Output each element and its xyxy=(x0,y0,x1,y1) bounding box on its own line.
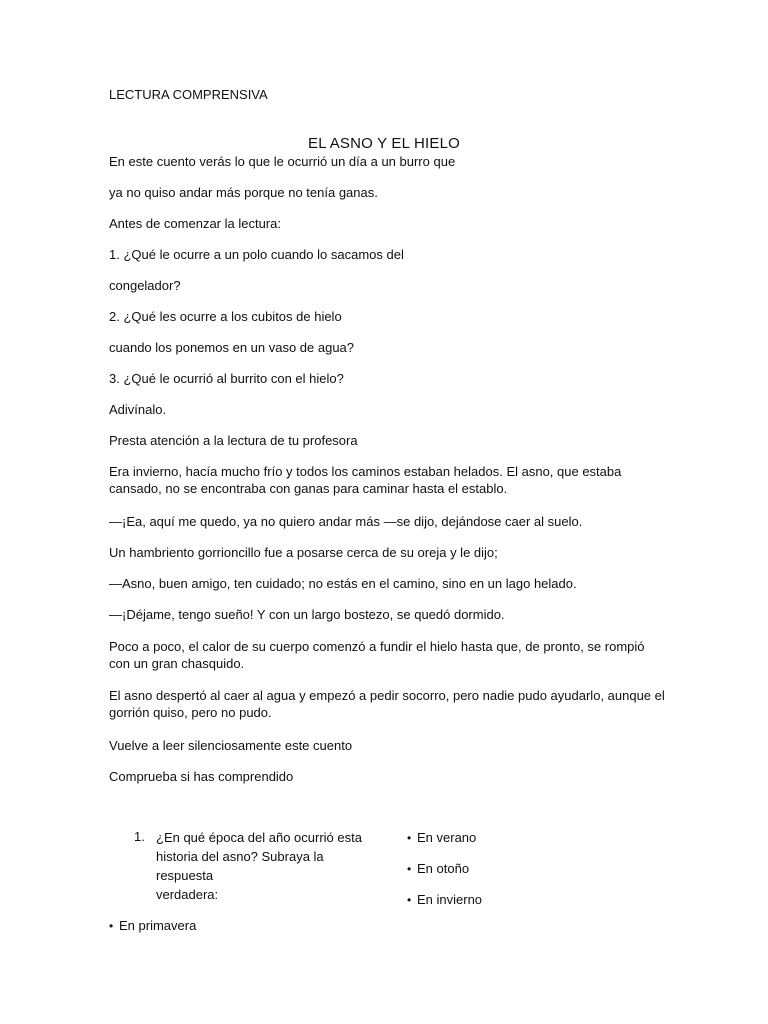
story-paragraph-7: El asno despertó al caer al agua y empezó a pedir socorro, pero nadie pudo ayudarlo, aunque el gorrión quiso, pero no pudo. xyxy=(109,688,665,720)
option-label: En primavera xyxy=(119,918,197,933)
question-line: respuesta xyxy=(156,868,214,883)
story-paragraph-1: Era invierno, hacía mucho frío y todos los caminos estaban helados. El asno, que estaba cansado, no se encontraba con ganas para caminar hasta el establo. xyxy=(109,464,622,496)
option-label: En invierno xyxy=(417,892,483,907)
bullet-icon: • xyxy=(407,831,412,845)
bullet-icon: • xyxy=(407,893,412,907)
option-invierno[interactable] xyxy=(407,891,482,909)
option-primavera[interactable] xyxy=(109,917,196,935)
question-text xyxy=(156,828,376,904)
pre-question-3: 3. ¿Qué le ocurrió al burrito con el hielo? xyxy=(109,371,344,386)
guess-prompt: Adivínalo. xyxy=(109,402,167,417)
pre-question-2-cont: cuando los ponemos en un vaso de agua? xyxy=(109,340,355,355)
check-instruction: Comprueba si has comprendido xyxy=(109,769,294,784)
story-paragraph-2: —¡Ea, aquí me quedo, ya no quiero andar más —se dijo, dejándose caer al suelo. xyxy=(109,514,583,529)
story-paragraph-5: —¡Déjame, tengo sueño! Y con un largo bostezo, se quedó dormido. xyxy=(109,607,505,622)
listen-instruction: Presta atención a la lectura de tu profesora xyxy=(109,433,358,448)
before-reading-label: Antes de comenzar la lectura: xyxy=(109,216,281,231)
bullet-icon: • xyxy=(109,919,114,933)
header-label: LECTURA COMPRENSIVA xyxy=(109,87,268,102)
bullet-icon: • xyxy=(407,862,412,876)
reread-instruction: Vuelve a leer silenciosamente este cuento xyxy=(109,738,353,753)
intro-line-1: En este cuento verás lo que le ocurrió un día a un burro que xyxy=(109,154,456,169)
pre-question-2: 2. ¿Qué les ocurre a los cubitos de hielo xyxy=(109,309,342,324)
story-title: EL ASNO Y EL HIELO xyxy=(307,135,460,152)
question-number: 1. xyxy=(134,829,145,844)
option-otono[interactable] xyxy=(407,860,469,878)
option-verano[interactable] xyxy=(407,829,476,847)
story-paragraph-6: Poco a poco, el calor de su cuerpo comenzó a fundir el hielo hasta que, de pronto, se rompió con un gran chasquido. xyxy=(109,639,645,671)
question-line: verdadera: xyxy=(156,887,219,902)
question-line: historia del asno? Subraya la xyxy=(156,849,324,864)
question-line: ¿En qué época del año ocurrió esta xyxy=(156,830,362,845)
pre-question-1-cont: congelador? xyxy=(109,278,181,293)
pre-question-1: 1. ¿Qué le ocurre a un polo cuando lo sacamos del xyxy=(109,247,404,262)
option-label: En otoño xyxy=(417,861,470,876)
story-paragraph-3: Un hambriento gorrioncillo fue a posarse cerca de su oreja y le dijo; xyxy=(109,545,498,560)
intro-line-2: ya no quiso andar más porque no tenía ganas. xyxy=(109,185,378,200)
story-paragraph-4: —Asno, buen amigo, ten cuidado; no estás en el camino, sino en un lago helado. xyxy=(109,576,577,591)
option-label: En verano xyxy=(417,830,477,845)
